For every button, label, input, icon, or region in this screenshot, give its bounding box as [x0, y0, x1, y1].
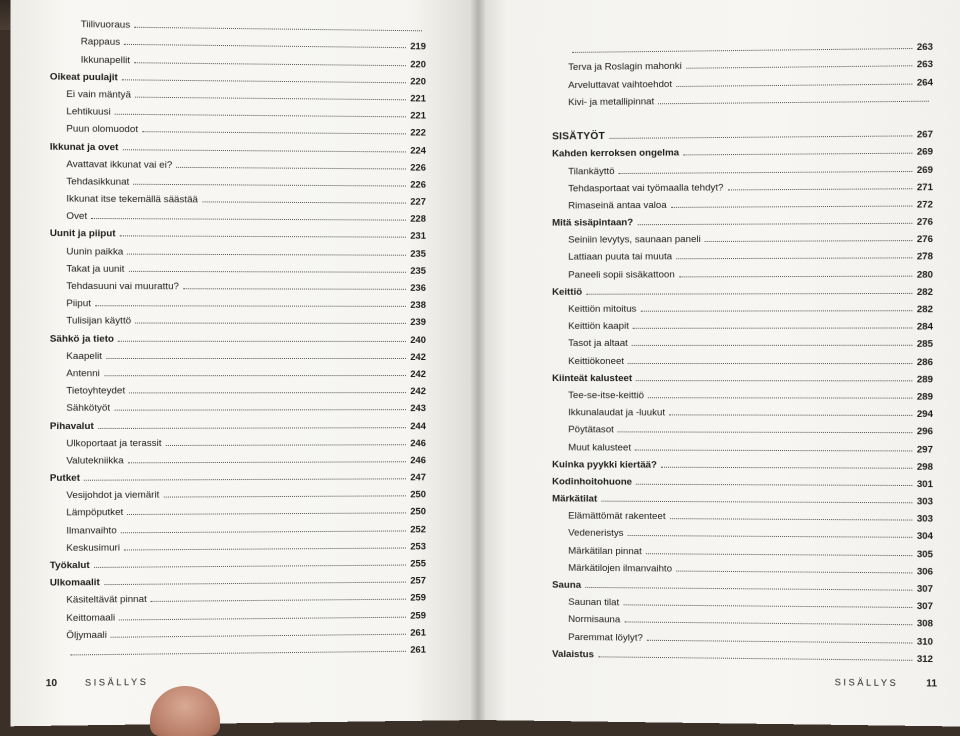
- toc-entry-page-number: 240: [410, 333, 426, 344]
- dot-leader: [635, 448, 913, 451]
- toc-entry: [552, 591, 933, 612]
- dot-leader: [648, 396, 913, 398]
- dot-leader: [119, 615, 406, 620]
- toc-entry: [552, 487, 933, 506]
- dot-leader: [128, 460, 406, 463]
- toc-entry: [50, 482, 426, 501]
- toc-entry-title: Sähkötyöt: [50, 403, 110, 414]
- toc-entry-title: Ikkunalaudat ja -luukut: [552, 407, 665, 418]
- toc-entry-page-number: 236: [410, 282, 426, 293]
- toc-entry: [552, 384, 933, 402]
- dot-leader: [633, 327, 913, 329]
- toc-entry-title: Valaistus: [552, 649, 594, 660]
- toc-entry-title: Antenni: [50, 368, 100, 379]
- page-number: 10: [46, 678, 57, 689]
- toc-entry-page-number: 250: [410, 506, 426, 517]
- dot-leader: [104, 374, 406, 376]
- dot-leader: [646, 552, 913, 556]
- toc-entry-page-number: 261: [410, 626, 426, 637]
- toc-entry-title: Tehdasportaat vai työmaalla tehdyt?: [552, 182, 723, 194]
- toc-entry-page-number: 228: [410, 213, 426, 224]
- toc-entry-title: Öljymaali: [50, 629, 107, 641]
- dot-leader: [98, 426, 406, 429]
- toc-entry-title: Tehdasuuni vai muurattu?: [50, 281, 179, 293]
- toc-entry-page-number: 261: [410, 643, 426, 654]
- toc-entry-page-number: 220: [410, 75, 426, 86]
- toc-entry-page-number: 278: [917, 251, 933, 262]
- toc-entry-title: Ulkomaalit: [50, 577, 100, 589]
- left-page-footer: [46, 677, 149, 689]
- dot-leader: [598, 655, 913, 660]
- toc-entry-title: Ei vain mäntyä: [50, 89, 131, 101]
- dot-leader: [585, 586, 913, 591]
- toc-entry-page-number: 280: [917, 268, 933, 279]
- dot-leader: [728, 187, 913, 190]
- toc-entry: [50, 100, 426, 121]
- toc-entry: [50, 117, 426, 138]
- toc-entry-page-number: 294: [917, 408, 933, 419]
- toc-entry: [50, 292, 426, 310]
- toc-entry: [50, 82, 426, 103]
- dot-leader: [632, 344, 913, 346]
- toc-entry-title: Lattiaan puuta tai muuta: [552, 252, 672, 264]
- toc-entry: [50, 222, 426, 241]
- toc-entry-page-number: 220: [410, 58, 426, 69]
- toc-entry: [552, 539, 933, 559]
- toc-entry: [50, 309, 426, 327]
- dot-leader: [133, 183, 406, 187]
- toc-entry: [552, 244, 933, 263]
- toc-entry: [552, 418, 933, 436]
- toc-entry-page-number: 303: [917, 513, 933, 524]
- dot-leader: [121, 529, 406, 533]
- dot-leader: [202, 200, 406, 203]
- toc-entry-title: Arveluttavat vaihtoehdot: [552, 79, 672, 91]
- toc-entry: [50, 465, 426, 484]
- dot-leader: [122, 78, 406, 83]
- toc-entry: [552, 556, 933, 576]
- toc-entry-page-number: 289: [917, 373, 933, 384]
- toc-entry: [552, 504, 933, 524]
- toc-entry-title: Lehtikuusi: [50, 106, 111, 118]
- toc-entry: [552, 367, 933, 385]
- toc-entry: [50, 431, 426, 449]
- toc-entry-page-number: 310: [917, 635, 933, 646]
- dot-leader: [163, 495, 406, 498]
- toc-entry-title: Märkätilojen ilmanvaihto: [552, 562, 672, 574]
- toc-entry-page-number: 231: [410, 230, 426, 241]
- toc-entry-title: Tietoyhteydet: [50, 385, 125, 396]
- toc-entry-page-number: 305: [917, 548, 933, 559]
- dot-leader: [676, 569, 913, 573]
- toc-entry-page-number: 239: [410, 316, 426, 327]
- toc-entry-title: Kuinka pyykki kiertää?: [552, 459, 657, 470]
- dot-leader: [636, 483, 913, 486]
- toc-entry: [50, 448, 426, 467]
- dot-leader: [658, 99, 929, 104]
- dot-leader: [628, 362, 913, 364]
- toc-entry: [552, 349, 933, 366]
- toc-entry-title: Kiinteät kalusteet: [552, 373, 632, 384]
- dot-leader: [647, 638, 913, 643]
- toc-entry-title: Avattavat ikkunat vai ei?: [50, 159, 172, 171]
- toc-entry-title: Sähkö ja tieto: [50, 333, 114, 344]
- toc-entry: [552, 470, 933, 489]
- dot-leader: [624, 621, 912, 626]
- toc-entry-page-number: 284: [917, 321, 933, 332]
- toc-entry-page-number: 267: [917, 128, 933, 139]
- toc-entry-page-number: 307: [917, 583, 933, 594]
- toc-entry-page-number: 301: [917, 478, 933, 489]
- toc-entry-page-number: 303: [917, 495, 933, 506]
- toc-entry-title: Kaapelit: [50, 351, 102, 362]
- toc-entry-page-number: 282: [917, 303, 933, 314]
- dot-leader: [111, 632, 406, 637]
- toc-entry-title: Ovet: [50, 211, 87, 222]
- toc-entry-title: Pöytätasot: [552, 424, 614, 435]
- dot-leader: [676, 257, 913, 260]
- toc-entry-page-number: 289: [917, 390, 933, 401]
- page-number: 11: [926, 678, 937, 689]
- dot-leader: [114, 408, 406, 411]
- toc-entry-title: Tilankäyttö: [552, 166, 614, 177]
- dot-leader: [640, 309, 912, 312]
- toc-entry-title: Keittiökoneet: [552, 356, 624, 367]
- toc-entry-page-number: 263: [917, 58, 933, 69]
- toc-list-right: [552, 35, 933, 664]
- toc-entry-title: Saunan tilat: [552, 597, 619, 609]
- toc-entry-title: Valutekniikka: [50, 455, 124, 466]
- toc-entry-page-number: 264: [917, 76, 933, 87]
- toc-entry-page-number: 244: [410, 420, 426, 431]
- toc-entry-page-number: 226: [410, 178, 426, 189]
- dot-leader: [609, 135, 913, 140]
- toc-entry-title: Keskusimuri: [50, 542, 120, 554]
- toc-entry: [552, 209, 933, 228]
- dot-leader: [128, 270, 406, 273]
- toc-entry-page-number: 242: [410, 368, 426, 379]
- right-page-footer: [835, 677, 937, 689]
- dot-leader: [129, 391, 406, 393]
- toc-entry: [552, 436, 933, 455]
- toc-entry-page-number: 307: [917, 600, 933, 611]
- dot-leader: [679, 274, 913, 277]
- dot-leader: [124, 546, 406, 550]
- toc-entry-title: Käsiteltävät pinnat: [50, 594, 147, 606]
- toc-entry-page-number: 286: [917, 355, 933, 366]
- toc-entry-page-number: 276: [917, 233, 933, 244]
- toc-entry-title: Rimaseinä antaa valoa: [552, 200, 667, 212]
- toc-entry-title: Uunit ja piiput: [50, 228, 116, 239]
- toc-entry: [50, 413, 426, 431]
- toc-entry: [552, 279, 933, 297]
- toc-entry: [50, 240, 426, 259]
- dot-leader: [124, 43, 406, 48]
- dot-leader: [686, 65, 913, 69]
- dot-leader: [601, 500, 913, 504]
- toc-entry-title: Ikkunat ja ovet: [50, 141, 119, 153]
- toc-entry-title: Ilmanvaihto: [50, 525, 117, 537]
- toc-entry: [552, 192, 933, 212]
- toc-entry-page-number: 226: [410, 161, 426, 172]
- toc-entry-title: SISÄTYÖT: [552, 131, 605, 142]
- toc-entry-page-number: 222: [410, 127, 426, 138]
- dot-leader: [586, 292, 913, 295]
- dot-leader: [120, 235, 407, 238]
- toc-entry-page-number: 246: [410, 437, 426, 448]
- dot-leader: [135, 322, 406, 324]
- dot-leader: [135, 96, 406, 101]
- toc-entry-title: Keittiön kaapit: [552, 321, 629, 332]
- toc-entry-page-number: 259: [410, 609, 426, 620]
- toc-entry-title: Pihavalut: [50, 420, 94, 431]
- toc-entry-title: Työkalut: [50, 560, 90, 571]
- toc-entry-page-number: 238: [410, 299, 426, 310]
- dot-leader: [151, 598, 406, 602]
- dot-leader: [628, 534, 913, 538]
- toc-entry-page-number: 235: [410, 265, 426, 276]
- dot-leader: [94, 564, 406, 568]
- toc-entry: [552, 332, 933, 350]
- dot-leader: [106, 357, 406, 359]
- dot-leader: [122, 148, 406, 152]
- toc-entry-title: Rappaus: [50, 36, 120, 48]
- toc-entry-page-number: 269: [917, 163, 933, 174]
- toc-entry-title: Takat ja uunit: [50, 263, 125, 274]
- toc-entry-page-number: 221: [410, 92, 426, 103]
- toc-entry-title: Mitä sisäpintaan?: [552, 217, 633, 228]
- toc-entry-title: Märkätilan pinnat: [552, 545, 642, 557]
- toc-entry-title: Sauna: [552, 580, 581, 591]
- right-page: [478, 0, 960, 727]
- toc-entry-title: Tasot ja altaat: [552, 338, 628, 349]
- toc-entry-title: Ikkunapellit: [50, 54, 130, 66]
- toc-entry-title: Paneeli sopii sisäkattoon: [552, 269, 675, 280]
- toc-entry-page-number: 306: [917, 565, 933, 576]
- toc-entry-page-number: 255: [410, 557, 426, 568]
- toc-entry-title: Tulisijan käyttö: [50, 316, 131, 327]
- dot-leader: [671, 204, 913, 207]
- toc-entry-page-number: 242: [410, 351, 426, 362]
- toc-entry-title: Tee-se-itse-keittiö: [552, 390, 644, 401]
- dot-leader: [142, 130, 406, 134]
- toc-entry-page-number: 257: [410, 575, 426, 586]
- toc-entry: [552, 642, 933, 663]
- toc-entry-title: Tehdasikkunat: [50, 176, 130, 188]
- dot-leader: [619, 169, 913, 173]
- dot-leader: [683, 152, 913, 156]
- toc-entry-title: Vesijohdot ja viemärit: [50, 490, 160, 502]
- toc-entry: [50, 327, 426, 345]
- toc-entry-title: Ulkoportaat ja terassit: [50, 438, 162, 449]
- toc-entry-page-number: 308: [917, 618, 933, 629]
- toc-entry-page-number: 269: [917, 146, 933, 157]
- dot-leader: [134, 61, 406, 66]
- toc-entry: [50, 187, 426, 207]
- toc-entry: [552, 227, 933, 246]
- toc-entry-page-number: 263: [917, 41, 933, 52]
- toc-entry-page-number: 252: [410, 523, 426, 534]
- toc-entry-title: Normisauna: [552, 614, 620, 626]
- toc-entry: [552, 401, 933, 419]
- toc-entry-page-number: 285: [917, 338, 933, 349]
- toc-entry-title: Putket: [50, 473, 80, 484]
- toc-entry: [50, 379, 426, 397]
- toc-entry-title: Keittiö: [552, 287, 582, 298]
- toc-entry-page-number: 247: [410, 471, 426, 482]
- toc-entry: [552, 314, 933, 332]
- dot-leader: [70, 650, 406, 656]
- toc-entry: [50, 257, 426, 276]
- toc-entry: [552, 522, 933, 542]
- toc-entry-page-number: 235: [410, 247, 426, 258]
- dot-leader: [91, 217, 406, 221]
- toc-entry-title: Paremmat löylyt?: [552, 631, 643, 643]
- dot-leader: [95, 304, 406, 307]
- dot-leader: [127, 252, 406, 255]
- toc-entry: [50, 135, 426, 155]
- toc-entry-page-number: 219: [410, 41, 426, 52]
- dot-leader: [127, 512, 406, 516]
- toc-entry: [50, 152, 426, 172]
- toc-entry: [552, 453, 933, 472]
- dot-leader: [676, 82, 913, 86]
- toc-entry-title: Kodinhoitohuone: [552, 476, 632, 487]
- toc-entry-title: Vedeneristys: [552, 528, 623, 540]
- dot-leader: [670, 517, 913, 520]
- toc-entry-page-number: 259: [410, 592, 426, 603]
- dot-leader: [669, 414, 913, 417]
- toc-entry-page-number: 227: [410, 196, 426, 207]
- running-footer-label: SISÄLLYS: [85, 677, 148, 688]
- toc-list-left: [50, 13, 426, 659]
- toc-entry-title: Ikkunat itse tekemällä säästää: [50, 193, 198, 205]
- toc-entry-page-number: 312: [917, 652, 933, 663]
- dot-leader: [623, 604, 912, 609]
- dot-leader: [183, 287, 406, 290]
- toc-entry: [50, 274, 426, 292]
- toc-entry-title: Keittomaali: [50, 612, 115, 624]
- left-page: [11, 0, 478, 726]
- toc-entry-title: Oikeat puulajit: [50, 71, 118, 83]
- toc-entry: [50, 170, 426, 190]
- toc-entry-page-number: 243: [410, 402, 426, 413]
- toc-entry-page-number: 253: [410, 540, 426, 551]
- toc-entry: [552, 262, 933, 281]
- toc-entry-title: Puun olomuodot: [50, 124, 138, 136]
- dot-leader: [166, 443, 407, 446]
- toc-entry-page-number: 224: [410, 144, 426, 155]
- toc-entry-page-number: 298: [917, 460, 933, 471]
- toc-entry-page-number: 297: [917, 443, 933, 454]
- dot-leader: [118, 339, 406, 341]
- toc-entry-title: Elämättömät rakenteet: [552, 511, 665, 523]
- toc-entry-title: Keittiön mitoitus: [552, 304, 636, 315]
- toc-entry-title: Lämpöputket: [50, 507, 123, 519]
- book-gutter: [470, 0, 486, 720]
- toc-entry: [50, 205, 426, 224]
- dot-leader: [705, 239, 913, 242]
- toc-entry-title: Seiniin levytys, saunaan paneli: [552, 234, 701, 246]
- toc-entry-page-number: 246: [410, 454, 426, 465]
- toc-entry-page-number: 272: [917, 198, 933, 209]
- toc-entry-title: Tiilivuoraus: [50, 19, 130, 31]
- dot-leader: [176, 166, 406, 170]
- toc-entry-title: Märkätilat: [552, 493, 597, 504]
- dot-leader: [661, 465, 913, 468]
- toc-entry-page-number: 282: [917, 286, 933, 297]
- toc-entry-title: Uunin paikka: [50, 246, 123, 257]
- toc-entry-page-number: 304: [917, 530, 933, 541]
- toc-entry-page-number: 250: [410, 488, 426, 499]
- toc-entry-title: Muut kalusteet: [552, 442, 631, 453]
- dot-leader: [637, 222, 912, 225]
- dot-leader: [84, 477, 406, 480]
- running-footer-label: SISÄLLYS: [835, 677, 899, 688]
- toc-entry: [552, 297, 933, 315]
- dot-leader: [115, 113, 406, 118]
- dot-leader: [636, 379, 913, 381]
- toc-entry-title: Kahden kerroksen ongelma: [552, 148, 679, 160]
- toc-entry-page-number: 242: [410, 385, 426, 396]
- dot-leader: [104, 581, 406, 586]
- toc-entry-page-number: 271: [917, 181, 933, 192]
- toc-entry: [50, 362, 426, 379]
- toc-entry: [50, 500, 426, 519]
- toc-entry-title: Terva ja Roslagin mahonki: [552, 61, 682, 73]
- toc-entry-title: Kivi- ja metallipinnat: [552, 96, 654, 108]
- dot-leader: [618, 431, 913, 434]
- toc-entry-page-number: 221: [410, 109, 426, 120]
- toc-entry-page-number: 296: [917, 425, 933, 436]
- toc-entry: [50, 344, 426, 361]
- toc-entry-page-number: 276: [917, 216, 933, 227]
- toc-entry: [50, 396, 426, 414]
- toc-entry-title: Piiput: [50, 298, 91, 309]
